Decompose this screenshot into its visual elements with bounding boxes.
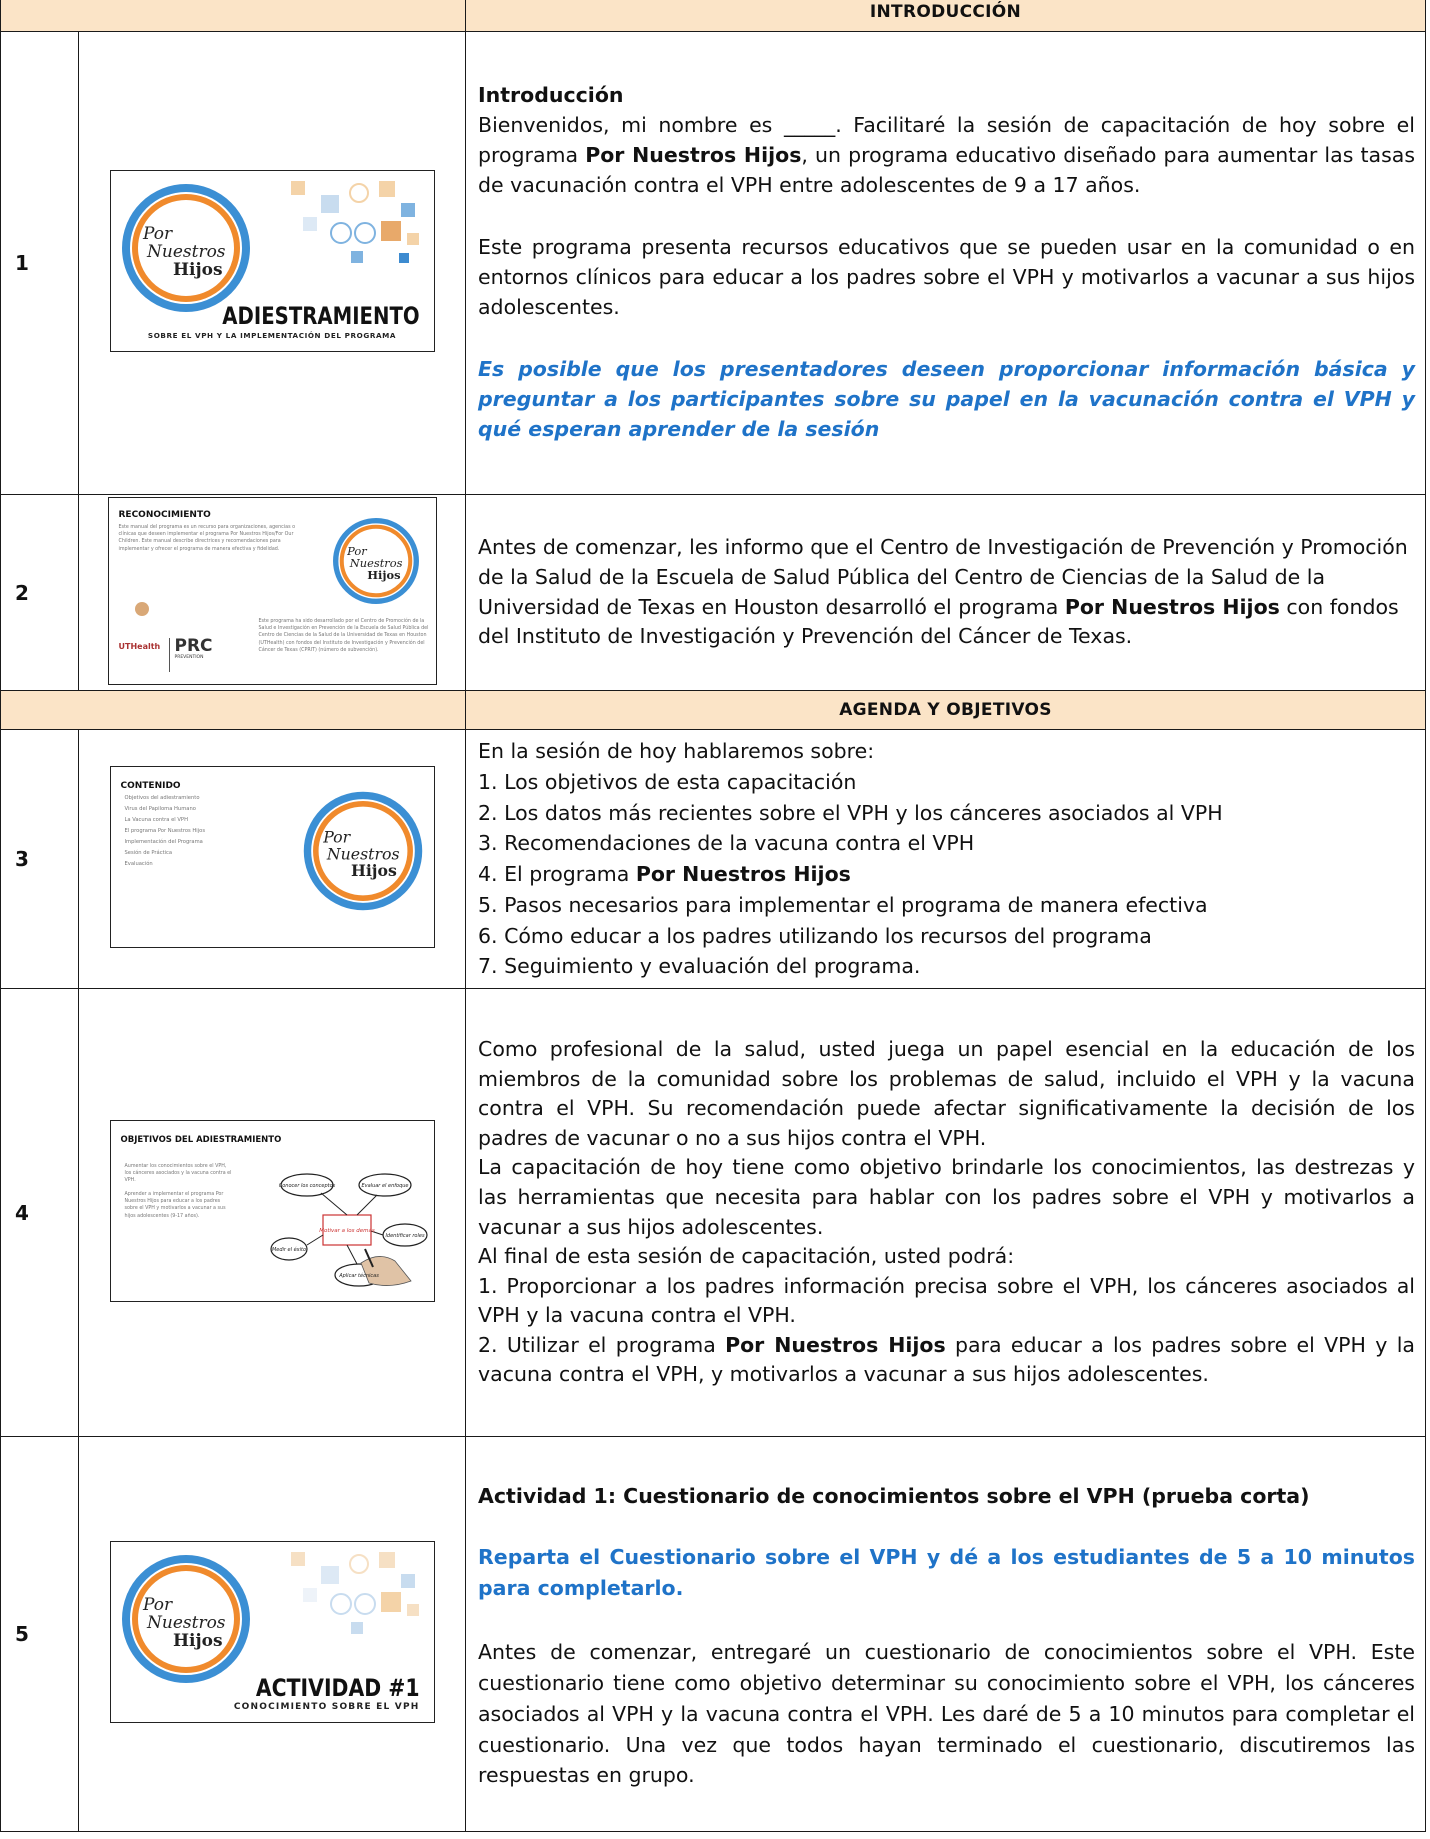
goal-paragraph: La capacitación de hoy tiene como objetivo brindarle los conocimientos, las destrezas y las herramientas que necesita para hablar con los padres sobre el VPH y motivarlos a vacunar a sus hijos adolescentes. [478,1155,1415,1239]
table-row [1,32,1426,495]
svg-text:Conocer los conceptos: Conocer los conceptos [278,1182,335,1189]
agenda-item: 5. Pasos necesarios para implementar el programa de manera efectiva [478,892,1208,917]
slide-title: CONTENIDO [120,781,181,791]
por-nuestros-hijos-logo [119,1552,253,1686]
learning-objective: 2. Utilizar el programa Por Nuestros Hijos para educar a los padres sobre el VPH y la vacuna contra el VPH, y motivarlos a vacunar a sus hijos adolescentes. [478,1332,1415,1387]
svg-text:Por: Por [322,827,350,847]
program-name: Por Nuestros Hijos [1064,594,1280,619]
prc-logo: PRC PREVENTION [174,635,213,660]
slide-title: RECONOCIMIENTO [118,509,211,520]
svg-text:Motivar a los demás: Motivar a los demás [318,1227,375,1234]
table-row [1,1437,1426,1832]
acknowledgement-text: Antes de comenzar, les informo que el Centro de Investigación de Prevención y Promoción de la Salud de la Escuela de Salud Pública del Centro de Ciencias de la Salud de la Universidad de Texas en Houston desarrolló el programa Por Nuestros Hijos con fondos del Instituto de Investigación y Prevención del Cáncer de Texas. [478,534,1408,649]
por-nuestros-hijos-logo [301,789,425,913]
table-row [1,730,1426,989]
svg-text:Por: Por [142,224,172,244]
agenda-intro: En la sesión de hoy hablaremos sobre: [478,739,875,763]
objectives-diagram [261,1163,429,1293]
svg-text:Identificar roles: Identificar roles [384,1232,425,1239]
row-number: 1 [1,32,79,495]
row-number: 3 [1,730,79,989]
presenter-note: Es posible que los presentadores deseen proporcionar información básica y preguntar a los participantes sobre su papel en la vacunación contra el VPH y qué esperan aprender de la sesión [478,356,1415,441]
svg-text:Por: Por [142,1595,172,1615]
slide-thumbnail [110,170,435,352]
slide-bullet: Aprender a implementar el programa Por Nuestros Hijos para educar a los padres sobre el VPH y motivarlos a vacunar a sus hijos adolescentes (9-17 años). [124,1191,226,1219]
slide-credit-text: Este programa ha sido desarrollado por el Centro de Promoción de la Salud e Investigación en Prevención de la Escuela de Salud Pública del Centro de Ciencias de la Salud de la Universidad de Texas en Houston (UTHealth) con fondos del Instituto de Investigación y Prevención del Cáncer de Texas (CPRIT) (número de subvención). [258,618,429,654]
svg-text:Hijos: Hijos [172,260,223,280]
intro-heading: Introducción [478,83,624,108]
row-number: 4 [1,989,79,1437]
program-name: Por Nuestros Hijos [585,143,802,168]
seal-icon [135,602,149,616]
slide-title: ACTIVIDAD #1 [255,1674,420,1702]
svg-text:Nuestros: Nuestros [326,844,400,864]
slide-subtitle: SOBRE EL VPH Y LA IMPLEMENTACIÓN DEL PROGRAMA [147,331,397,340]
section-title: INTRODUCCIÓN [869,2,1022,22]
por-nuestros-hijos-logo [119,181,253,315]
slide-bullet-list: Objetivos del adiestramiento Virus del Papiloma Humano La Vacuna contra el VPH El programa Por Nuestros Hijos Implementación del Programa Sesión de Práctica Evaluación [124,795,206,867]
slide-body-text: Este manual del programa es un recurso para organizaciones, agencias o clínicas que deseen implementar el programa Por Nuestros Hijos/For Our Children. Este manual describe directrices y recomendaciones para implementar y ofrecer el programa de manera efectiva y fidelidad. [118,524,296,552]
table-row [1,495,1426,691]
svg-text:Nuestros: Nuestros [146,1613,226,1633]
quiz-explanation: Antes de comenzar, entregaré un cuestionario de conocimientos sobre el VPH. Este cuestionario tiene como objetivo determinar su conocimiento sobre el VPH, los cánceres asociados al VPH y la vacuna contra el VPH. Les daré de 5 a 10 minutos para completar el cuestionario. Una vez que todos hayan terminado el cuestionario, discutiremos las respuestas en grupo. [478,1640,1415,1788]
learning-objective: 1. Proporcionar a los padres información precisa sobre el VPH, los cánceres asociados al VPH y la vacuna contra el VPH. [478,1273,1415,1328]
section-header-agenda [1,691,1426,730]
svg-text:Hijos: Hijos [172,1631,223,1651]
row-number: 2 [1,495,79,691]
decorative-pattern [281,177,426,272]
slide-title: ADIESTRAMIENTO [222,302,420,330]
logo-divider [169,638,170,672]
agenda-item: 1. Los objetivos de esta capacitación [478,769,857,794]
activity-heading: Actividad 1: Cuestionario de conocimientos sobre el VPH (prueba corta) [478,1484,1310,1508]
program-description: Este programa presenta recursos educativos que se pueden usar en la comunidad o en entornos clínicos para educar a los padres sobre el VPH y motivarlos a vacunar a sus hijos adolescentes. [478,235,1415,319]
slide-title: OBJETIVOS DEL ADIESTRAMIENTO [120,1134,282,1145]
svg-text:Medir el éxito: Medir el éxito [271,1246,306,1253]
agenda-item: 2. Los datos más recientes sobre el VPH y los cánceres asociados al VPH [478,800,1223,825]
slide-bullet: Aumentar los conocimientos sobre el VPH, los cánceres asociados y la vacuna contra el VPH. [124,1163,232,1184]
section-title: AGENDA Y OBJETIVOS [839,700,1052,720]
role-paragraph: Como profesional de la salud, usted juega un papel esencial en la educación de los miembros de la comunidad sobre los problemas de salud, incluido el VPH y la vacuna contra el VPH. Su recomendación puede afectar significativamente la decisión de los padres de vacunar o no a sus hijos contra el VPH. [478,1037,1415,1150]
svg-text:Nuestros: Nuestros [146,242,226,262]
agenda-item: 7. Seguimiento y evaluación del programa. [478,954,921,979]
intro-paragraph: Bienvenidos, mi nombre es _____. Facilitaré la sesión de capacitación de hoy sobre el programa Por Nuestros Hijos, un programa educativo diseñado para aumentar las tasas de vacunación contra el VPH entre adolescentes de 9 a 17 años. [478,113,1416,198]
agenda-item: 3. Recomendaciones de la vacuna contra el VPH [478,831,975,856]
row-number: 5 [1,1437,79,1832]
section-header-introduccion [1,0,1426,32]
slide-thumbnail [110,766,435,948]
svg-text:Hijos: Hijos [350,860,397,880]
outcomes-intro: Al final de esta sesión de capacitación, usted podrá: [478,1244,1015,1269]
svg-text:Evaluar el enfoque: Evaluar el enfoque [361,1182,408,1189]
agenda-item: 4. El programa Por Nuestros Hijos [478,862,851,886]
svg-text:Nuestros: Nuestros [349,555,402,570]
svg-text:Por: Por [346,543,367,558]
slide-thumbnail [110,1120,435,1302]
facilitator-instruction: Reparta el Cuestionario sobre el VPH y dé a los estudiantes de 5 a 10 minutos para completarlo. [478,1544,1415,1600]
decorative-pattern [281,1548,426,1643]
svg-text:Aplicar técnicas: Aplicar técnicas [338,1272,379,1279]
slide-thumbnail [108,497,437,685]
slide-subtitle: CONOCIMIENTO SOBRE EL VPH [233,1702,420,1712]
uthealth-logo: UTHealth [118,641,161,651]
agenda-item: 6. Cómo educar a los padres utilizando los recursos del programa [478,923,1152,948]
svg-text:Hijos: Hijos [366,567,401,582]
table-row [1,989,1426,1437]
por-nuestros-hijos-logo [331,516,421,606]
slide-thumbnail [110,1541,435,1723]
